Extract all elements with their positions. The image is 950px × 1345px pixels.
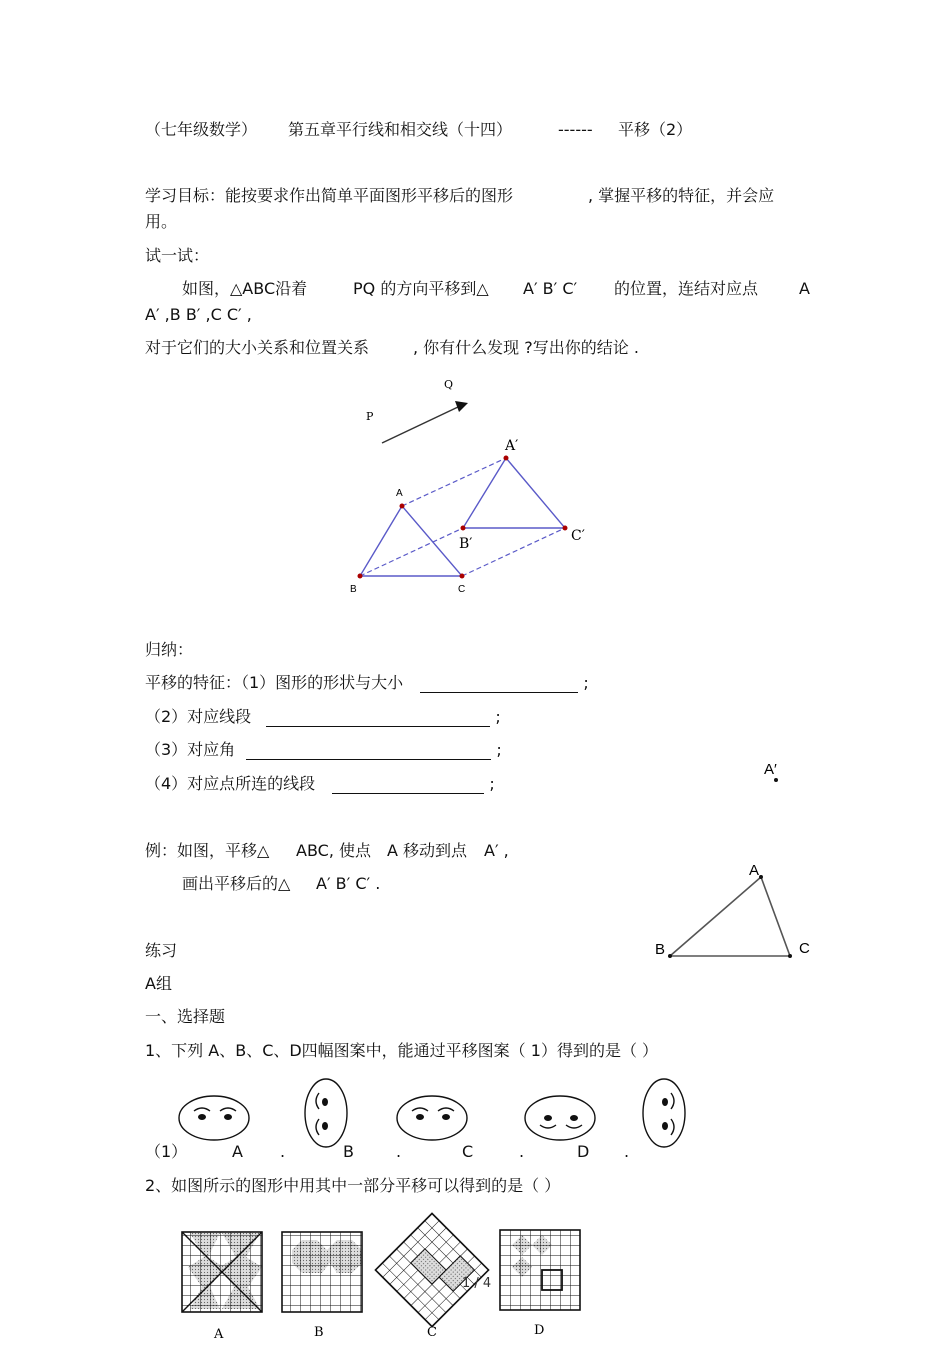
objective-line1b: , 掌握平移的特征，并会应 xyxy=(588,186,775,205)
face-label-c: C xyxy=(462,1142,474,1161)
question-1: 1、下列 A、B、C、D四幅图案中，能通过平移图案（ 1）得到的是（ ） xyxy=(145,1041,659,1060)
grid-label-c: C xyxy=(427,1325,437,1340)
example-figure xyxy=(650,755,830,970)
face-d xyxy=(643,1079,685,1147)
try-p1b: PQ 的方向平移到△ xyxy=(353,279,489,298)
try-p3b: , 你有什么发现 ?写出你的结论 . xyxy=(413,338,639,357)
label-a-example: A xyxy=(749,862,760,879)
label-b-example: B xyxy=(655,941,666,958)
face-label-d: D xyxy=(577,1142,590,1161)
section-label: 一、选择题 xyxy=(145,1007,226,1026)
translation-figure xyxy=(340,370,600,605)
summary-item2 xyxy=(145,707,501,727)
topic-title: 平移（2） xyxy=(618,120,693,139)
summary-item4 xyxy=(145,774,495,794)
label-a-prime-point: A′ xyxy=(764,761,777,778)
face-b xyxy=(397,1096,467,1140)
face-label-b: B xyxy=(343,1142,354,1161)
example-line1d: A′ , xyxy=(484,841,509,860)
grid-label-b: B xyxy=(314,1325,324,1340)
try-p1c: A′ B′ C′ xyxy=(523,279,578,298)
semicolon-4: ; xyxy=(489,774,495,793)
grid-figures xyxy=(170,1205,590,1345)
triangle-abc xyxy=(360,506,462,576)
example-line1a: 例：如图，平移△ xyxy=(145,841,270,860)
summary-item3 xyxy=(145,740,502,760)
face-dot-d: . xyxy=(624,1142,630,1161)
connector-aa xyxy=(402,458,506,506)
connector-cc xyxy=(462,528,565,576)
question-2: 2、如图所示的图形中用其中一部分平移可以得到的是（ ） xyxy=(145,1176,561,1195)
label-a: A xyxy=(396,488,403,499)
face-dot-a: . xyxy=(280,1142,286,1161)
summary-item1 xyxy=(145,673,589,693)
try-heading: 试一试： xyxy=(145,246,210,265)
try-p1d: 的位置，连结对应点 xyxy=(614,279,759,298)
label-q: Q xyxy=(444,378,454,391)
label-b-prime: B′ xyxy=(459,536,473,552)
grid-b xyxy=(282,1232,362,1312)
example-line1c: A 移动到点 xyxy=(387,841,468,860)
objective-line2: 用。 xyxy=(145,212,178,231)
face-a xyxy=(305,1079,347,1147)
face-dot-b: . xyxy=(396,1142,402,1161)
try-p2: A′ ,B B′ ,C C′ , xyxy=(145,305,252,324)
grid-c xyxy=(375,1213,488,1326)
try-p1e: A xyxy=(799,279,810,298)
summary-item2-text: （2）对应线段 xyxy=(145,707,252,726)
face-dot-c: . xyxy=(519,1142,525,1161)
grid-label-d: D xyxy=(534,1323,545,1338)
label-c-example: C xyxy=(799,940,810,957)
label-b: B xyxy=(350,584,357,595)
triangle-abc-prime xyxy=(463,458,565,528)
blank-4[interactable] xyxy=(332,777,484,794)
group-label: A组 xyxy=(145,974,172,993)
page-number: 1 / 4 xyxy=(462,1276,492,1291)
label-p: P xyxy=(366,410,374,423)
semicolon-2: ; xyxy=(495,707,501,726)
face-original xyxy=(179,1096,249,1140)
summary-item4-text: （4）对应点所连的线段 xyxy=(145,774,316,793)
blank-1[interactable] xyxy=(420,676,578,693)
label-a-prime: A′ xyxy=(505,438,519,454)
summary-item3-text: （3）对应角 xyxy=(145,740,236,759)
title-dashes: ------ xyxy=(558,120,593,139)
chapter-title: 第五章平行线和相交线（十四） xyxy=(288,120,513,139)
grid-a xyxy=(182,1232,262,1312)
grid-d xyxy=(500,1230,580,1310)
objective-line1a: 学习目标：能按要求作出简单平面图形平移后的图形 xyxy=(145,186,514,205)
face-label-1: （1） xyxy=(145,1142,188,1161)
connector-bb xyxy=(360,528,463,576)
face-label-a: A xyxy=(232,1142,243,1161)
semicolon-1: ; xyxy=(583,673,589,692)
blank-2[interactable] xyxy=(266,710,490,727)
triangle-example xyxy=(670,877,790,956)
example-line1b: ABC, 使点 xyxy=(296,841,371,860)
grid-label-a: A xyxy=(214,1327,224,1342)
grade-label: （七年级数学） xyxy=(145,120,258,139)
example-line2b: A′ B′ C′ . xyxy=(316,874,381,893)
example-line2a: 画出平移后的△ xyxy=(182,874,291,893)
pq-arrow xyxy=(382,407,458,443)
try-p1a: 如图，△ABC沿着 xyxy=(182,279,308,298)
practice-heading: 练习 xyxy=(145,941,178,960)
blank-3[interactable] xyxy=(246,743,491,760)
summary-item1-text: 平移的特征：（1）图形的形状与大小 xyxy=(145,673,404,692)
label-c-prime: C′ xyxy=(571,528,585,544)
label-c: C xyxy=(458,584,466,595)
summary-heading: 归纳： xyxy=(145,640,194,659)
pq-arrowhead xyxy=(455,401,468,412)
try-p3a: 对于它们的大小关系和位置关系 xyxy=(145,338,370,357)
face-c xyxy=(525,1096,595,1140)
semicolon-3: ; xyxy=(496,740,502,759)
